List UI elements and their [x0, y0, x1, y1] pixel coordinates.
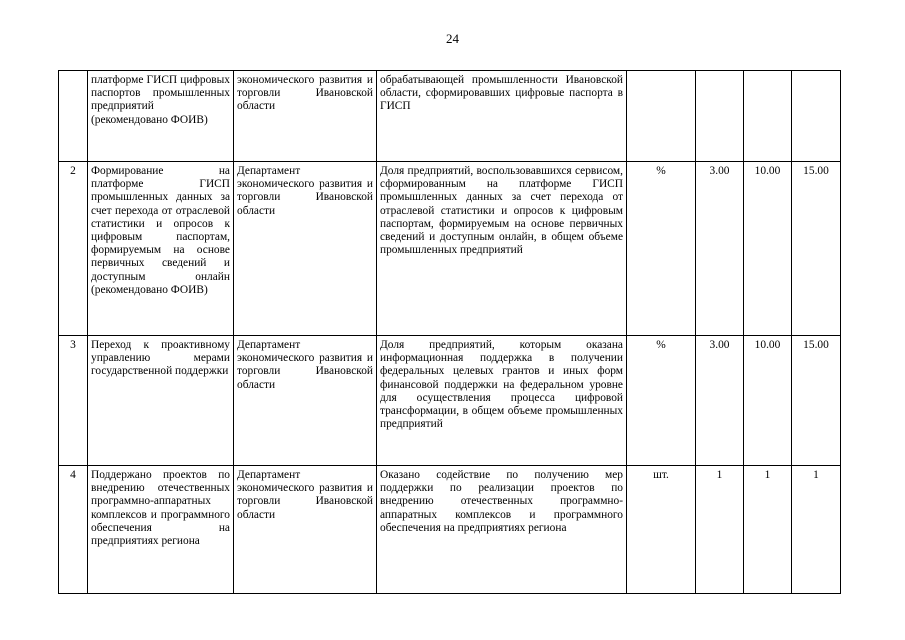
value-year1-cell: 3.00	[696, 162, 744, 336]
value-year3-cell: 15.00	[792, 162, 841, 336]
indicator-cell: обрабатывающей промышленности Ивановской области, сформировавших цифровые паспорта в ГИСП	[377, 71, 627, 162]
executor-cell: Департамент экономического развития и торговли Ивановской области	[234, 336, 377, 466]
value-year3-cell	[792, 71, 841, 162]
executor-cell: Департамент экономического развития и торговли Ивановской области	[234, 466, 377, 594]
executor-cell: экономического развития и торговли Ивановской области	[234, 71, 377, 162]
value-year3-cell: 15.00	[792, 336, 841, 466]
table-row	[59, 336, 841, 466]
indicator-cell: Доля предприятий, которым оказана информационная поддержка в получении федеральных целевых грантов и иных форм финансовой поддержки на федеральном уровне для осуществления процесса цифровой трансформации, в общем объеме промышленных предприятий	[377, 336, 627, 466]
result-cell: Переход к проактивному управлению мерами государственной поддержки	[88, 336, 234, 466]
result-cell: Формирование на платформе ГИСП промышленных данных за счет перехода от отраслевой статистики и опросов к цифровым паспортам, формируемым на основе первичных сведений и доступным онлайн (рекомендовано ФОИВ)	[88, 162, 234, 336]
table-row	[59, 466, 841, 594]
measures-table	[58, 70, 841, 594]
row-number-cell: 4	[59, 466, 88, 594]
unit-cell: %	[627, 336, 696, 466]
page-number: 24	[446, 31, 459, 46]
indicator-cell: Доля предприятий, воспользовавшихся сервисом, сформированным на платформе ГИСП промышленных данных за счет перехода от отраслевой статистики и опросов к цифровым паспортам, формируемым на основе первичных сведений и доступным онлайн, в общем объеме промышленных предприятий	[377, 162, 627, 336]
executor-cell: Департамент экономического развития и торговли Ивановской области	[234, 162, 377, 336]
value-year1-cell	[696, 71, 744, 162]
table-row	[59, 162, 841, 336]
row-number-cell: 2	[59, 162, 88, 336]
value-year1-cell: 1	[696, 466, 744, 594]
value-year2-cell: 10.00	[744, 336, 792, 466]
result-cell: платформе ГИСП цифровых паспортов промышленных предприятий (рекомендовано ФОИВ)	[88, 71, 234, 162]
value-year2-cell: 1	[744, 466, 792, 594]
value-year2-cell	[744, 71, 792, 162]
unit-cell	[627, 71, 696, 162]
result-cell: Поддержано проектов по внедрению отечественных программно-аппаратных комплексов и программного обеспечения на предприятиях региона	[88, 466, 234, 594]
row-number-cell: 3	[59, 336, 88, 466]
value-year2-cell: 10.00	[744, 162, 792, 336]
unit-cell: %	[627, 162, 696, 336]
indicator-cell: Оказано содействие по получению мер поддержки по реализации проектов по внедрению отечественных программно-аппаратных комплексов и программного обеспечения на предприятиях региона	[377, 466, 627, 594]
value-year3-cell: 1	[792, 466, 841, 594]
table-row	[59, 71, 841, 162]
row-number-cell	[59, 71, 88, 162]
unit-cell: шт.	[627, 466, 696, 594]
value-year1-cell: 3.00	[696, 336, 744, 466]
